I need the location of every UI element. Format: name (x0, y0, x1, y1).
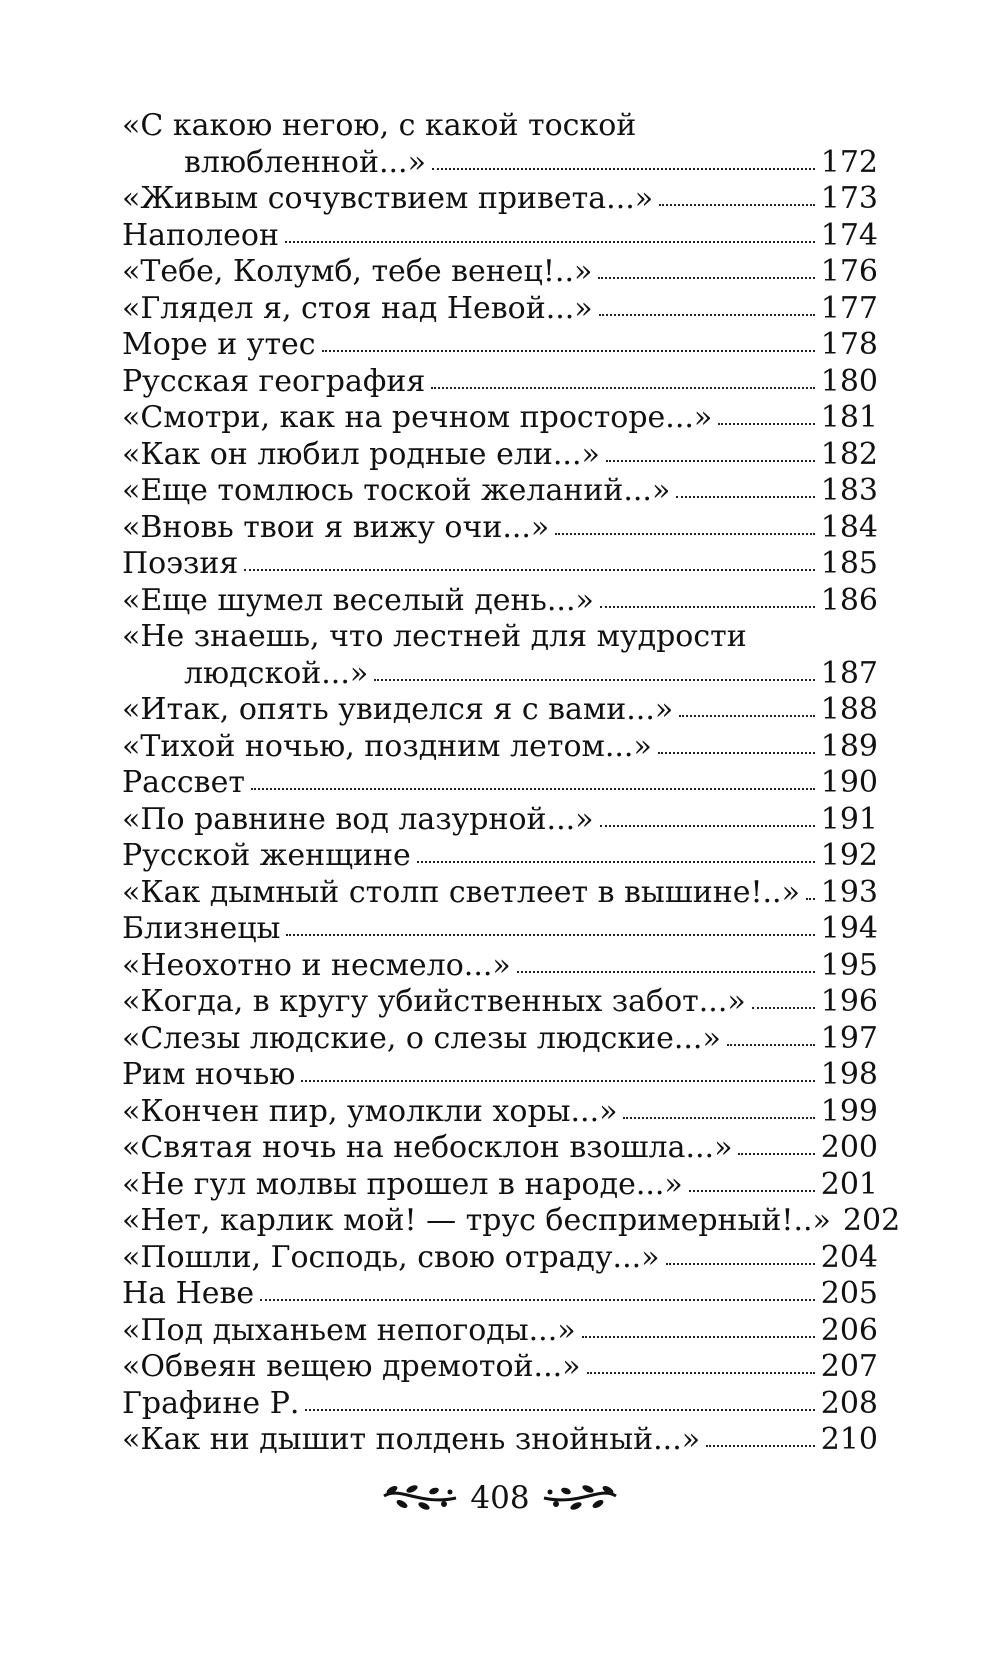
toc-entry-title: «Как он любил родные ели...» (122, 436, 600, 472)
toc-entry (122, 1167, 878, 1204)
toc-entry-line (122, 875, 878, 912)
toc-entry-line (122, 1313, 878, 1350)
toc-entry-line (122, 765, 878, 802)
dot-leader (600, 817, 815, 827)
toc-entry (122, 802, 878, 839)
toc-entry-line (122, 254, 878, 291)
toc-entry-page: 192 (820, 838, 878, 873)
toc-entry-title: «Тебе, Колумб, тебе венец!..» (122, 254, 593, 289)
toc-entry-title: На Неве (122, 1276, 255, 1311)
dot-leader (305, 1401, 814, 1411)
toc-entry-page: 204 (820, 1239, 878, 1275)
toc-entry (122, 1021, 878, 1058)
toc-entry (122, 583, 878, 620)
toc-entry-page: 200 (820, 1130, 878, 1165)
toc-entry-page: 195 (820, 947, 878, 983)
toc-entry-line (122, 1276, 878, 1313)
toc-entry-title: «Глядел я, стоя над Невой...» (122, 290, 593, 326)
toc-entry (122, 364, 878, 401)
toc-entry-line (122, 437, 878, 474)
toc-entry-page: 190 (820, 765, 878, 800)
toc-entry (122, 400, 878, 437)
toc-entry-line (122, 1349, 878, 1386)
toc-entry-page: 199 (820, 1093, 878, 1129)
toc-entry (122, 1057, 878, 1094)
toc-entry-title: «Святая ночь на небосклон взошла...» (122, 1130, 733, 1165)
toc-entry (122, 1422, 878, 1459)
toc-entry-title: «Неохотно и несмело...» (122, 947, 511, 983)
toc-entry (122, 729, 878, 766)
toc-entry-line (122, 1240, 878, 1277)
table-of-contents (122, 108, 901, 1459)
toc-entry-page: 188 (820, 692, 878, 727)
toc-entry-page: 180 (820, 363, 878, 399)
toc-entry-page: 186 (820, 582, 878, 618)
dot-leader (374, 671, 815, 681)
dot-leader (301, 1072, 814, 1082)
dot-leader (431, 379, 814, 389)
dot-leader (599, 306, 815, 316)
dot-leader (582, 1328, 815, 1338)
toc-entry-page: 181 (820, 400, 878, 435)
dot-leader (752, 999, 815, 1009)
toc-entry (122, 984, 878, 1021)
toc-entry-title: «Как дымный столп светлеет в вышине!..» (122, 874, 800, 910)
toc-entry-title: Русская география (122, 363, 426, 399)
dot-leader (285, 233, 815, 243)
toc-entry-line (122, 364, 878, 401)
toc-entry-title: Море и утес (122, 327, 316, 362)
dot-leader (689, 1182, 815, 1192)
toc-entry-title: «Итак, опять увиделся я с вами...» (122, 692, 674, 727)
toc-entry-title: «Когда, в кругу убийственных забот...» (122, 984, 746, 1019)
dot-leader (600, 598, 815, 608)
toc-entry-line (122, 1130, 878, 1167)
toc-entry-title: Близнецы (122, 911, 281, 946)
toc-entry-page: 198 (820, 1057, 878, 1092)
toc-entry-line (122, 108, 878, 145)
dot-leader (806, 890, 815, 900)
toc-entry-title: Графине Р. (122, 1385, 300, 1421)
toc-entry-line (122, 400, 878, 437)
toc-entry-line (122, 583, 878, 620)
toc-entry-line (122, 546, 878, 583)
toc-entry (122, 948, 878, 985)
toc-entry-page: 174 (820, 217, 878, 253)
toc-entry-page: 184 (820, 509, 878, 545)
toc-entry (122, 473, 878, 510)
toc-entry-title: Русской женщине (122, 838, 411, 873)
toc-entry-title: Рим ночью (122, 1057, 296, 1092)
toc-entry (122, 692, 878, 729)
toc-entry-page: 182 (820, 436, 878, 472)
toc-entry-line (122, 619, 878, 656)
toc-entry-line (122, 802, 878, 839)
dot-leader (676, 488, 814, 498)
toc-entry-title: «Не знаешь, что лестней для мудрости (122, 619, 747, 654)
toc-entry-page: 193 (820, 874, 878, 910)
toc-entry (122, 437, 878, 474)
dot-leader (666, 1255, 815, 1265)
dot-leader (517, 963, 815, 973)
dot-leader (658, 744, 815, 754)
toc-entry-title: «Слезы людские, о слезы людские...» (122, 1020, 721, 1056)
floral-vine-right-icon (540, 1478, 620, 1518)
toc-entry-page: 189 (820, 728, 878, 764)
toc-entry-title: «Под дыханьем непогоды...» (122, 1312, 576, 1348)
dot-leader (606, 452, 815, 462)
dot-leader (659, 196, 815, 206)
toc-entry-page: 206 (820, 1312, 878, 1348)
toc-entry-title: «Живым сочувствием привета...» (122, 181, 654, 216)
toc-entry-title: «Кончен пир, умолкли хоры...» (122, 1093, 618, 1129)
toc-entry (122, 1386, 878, 1423)
toc-entry-page: 207 (820, 1349, 878, 1384)
dot-leader (727, 1036, 815, 1046)
toc-entry-title: Поэзия (122, 546, 239, 581)
toc-entry-title: «Смотри, как на речном просторе...» (122, 400, 713, 435)
page-footer (0, 1478, 1000, 1518)
toc-entry (122, 510, 878, 547)
toc-entry-line (122, 1094, 878, 1131)
dot-leader (706, 1437, 815, 1447)
toc-entry (122, 838, 878, 875)
toc-entry-title: «Тихой ночью, поздним летом...» (122, 728, 652, 764)
toc-entry (122, 1130, 878, 1167)
dot-leader (251, 780, 815, 790)
toc-entry-line (122, 1167, 878, 1204)
toc-entry-page: 201 (820, 1166, 878, 1202)
toc-entry-line (122, 692, 878, 729)
dot-leader (738, 1145, 814, 1155)
toc-entry (122, 327, 878, 364)
toc-entry-line (122, 1021, 878, 1058)
toc-entry-page: 183 (820, 473, 878, 508)
toc-entry-page: 176 (820, 254, 878, 289)
toc-entry (122, 218, 878, 255)
toc-entry-line (122, 1057, 878, 1094)
toc-entry-page: 208 (820, 1385, 878, 1421)
toc-entry-title: «По равнине вод лазурной...» (122, 801, 594, 837)
toc-entry (122, 765, 878, 802)
dot-leader (598, 269, 814, 279)
toc-entry (122, 1276, 878, 1313)
toc-entry-line (122, 838, 878, 875)
toc-entry-title: «Обвеян вещею дремотой...» (122, 1349, 581, 1384)
toc-entry-page: 172 (820, 144, 878, 180)
toc-entry-page: 197 (820, 1020, 878, 1056)
toc-entry-title: Наполеон (122, 217, 279, 253)
toc-entry-page: 205 (820, 1276, 878, 1311)
toc-entry-title: «Еще шумел веселый день...» (122, 582, 594, 618)
toc-entry-line (122, 984, 878, 1021)
toc-entry (122, 619, 878, 692)
toc-entry (122, 1349, 878, 1386)
toc-entry-page: 187 (820, 655, 878, 691)
toc-entry-line (122, 911, 878, 948)
dot-leader (432, 160, 815, 170)
dot-leader (286, 926, 814, 936)
toc-entry (122, 911, 878, 948)
toc-entry-line (122, 1422, 878, 1459)
dot-leader (555, 525, 814, 535)
floral-vine-left-icon (380, 1478, 460, 1518)
toc-entry-line (122, 729, 878, 766)
toc-entry-page: 202 (842, 1203, 901, 1238)
toc-entry-title: «Как ни дышит полдень знойный...» (122, 1422, 701, 1457)
toc-entry (122, 875, 878, 912)
toc-entry-line (122, 1386, 878, 1423)
toc-entry-title: людской...» (184, 655, 369, 691)
toc-entry-line (122, 218, 878, 255)
toc-entry-page: 178 (820, 327, 878, 362)
dot-leader (718, 415, 814, 425)
toc-entry (122, 108, 878, 181)
toc-entry-title: влюбленной...» (184, 144, 426, 180)
toc-entry-continuation (122, 145, 878, 182)
dot-leader (417, 853, 815, 863)
toc-entry-title: Рассвет (122, 765, 245, 800)
toc-entry-page: 191 (820, 801, 878, 837)
toc-entry-page: 185 (820, 546, 878, 581)
dot-leader (623, 1109, 814, 1119)
toc-entry-page: 173 (820, 181, 878, 216)
toc-entry-page: 194 (820, 911, 878, 946)
dot-leader (322, 342, 815, 352)
toc-entry-line (122, 473, 878, 510)
toc-entry-line (122, 948, 878, 985)
toc-entry-title: «Нет, карлик мой! — трус беспримерный!..» (122, 1203, 831, 1238)
toc-entry-line (122, 181, 878, 218)
toc-entry-page: 177 (820, 290, 878, 326)
dot-leader (679, 707, 815, 717)
toc-entry-title: «С какою негою, с какой тоской (122, 108, 637, 143)
toc-entry (122, 1313, 878, 1350)
toc-entry-page: 196 (820, 984, 878, 1019)
page-number: 408 (470, 1480, 530, 1516)
toc-entry-line (122, 327, 878, 364)
toc-entry-continuation (122, 656, 878, 693)
toc-entry-line (122, 1203, 901, 1240)
toc-entry-title: «Не гул молвы прошел в народе...» (122, 1166, 683, 1202)
toc-entry-line (122, 510, 878, 547)
toc-entry-page: 210 (820, 1422, 878, 1457)
toc-entry (122, 1094, 878, 1131)
toc-entry (122, 546, 878, 583)
toc-entry-title: «Пошли, Господь, свою отраду...» (122, 1239, 660, 1275)
toc-entry (122, 1203, 901, 1240)
toc-entry-line (122, 291, 878, 328)
toc-entry (122, 181, 878, 218)
toc-entry-title: «Вновь твои я вижу очи...» (122, 509, 550, 545)
toc-entry (122, 291, 878, 328)
toc-entry-title: «Еще томлюсь тоской желаний...» (122, 473, 671, 508)
toc-entry (122, 1240, 878, 1277)
toc-entry (122, 254, 878, 291)
dot-leader (244, 561, 814, 571)
dot-leader (587, 1364, 815, 1374)
dot-leader (260, 1291, 815, 1301)
